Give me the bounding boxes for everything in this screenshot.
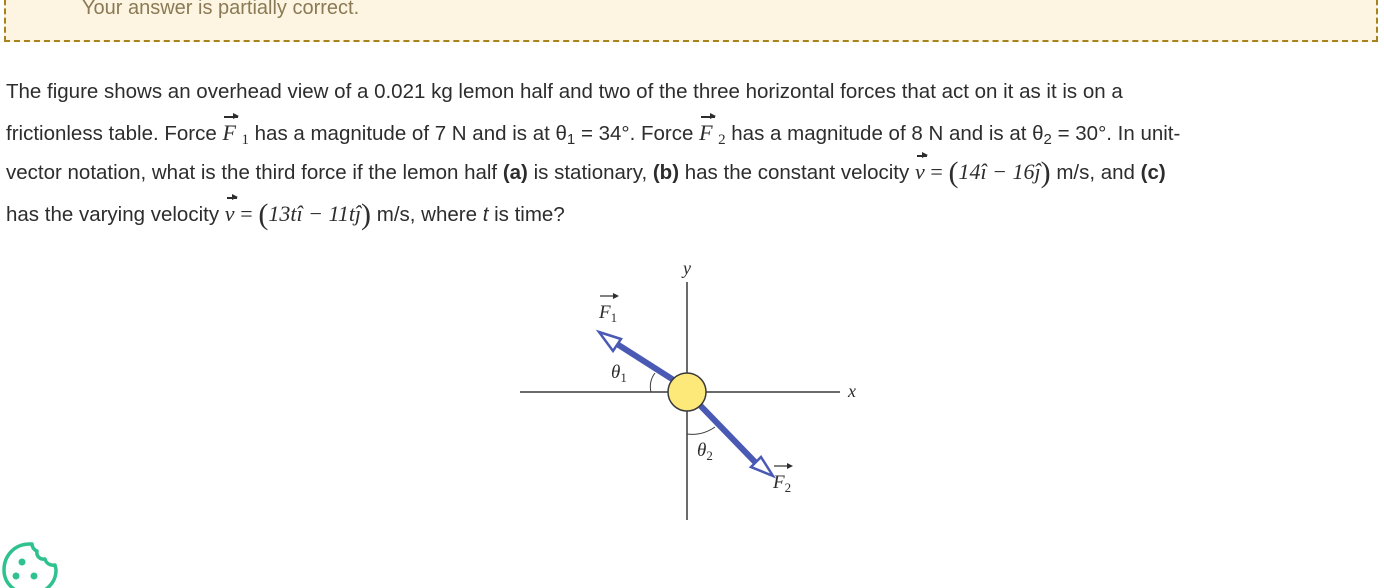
feedback-text: Your answer is partially correct. — [82, 0, 360, 19]
theta-2-label: $\theta_2$ — [697, 440, 713, 463]
velocity-symbol-2: v — [224, 201, 235, 226]
force-2-label: $F_2$ — [773, 472, 792, 495]
theta-1-label: $\theta_1$ — [611, 362, 627, 385]
question-line-1: The figure shows an overhead view of a 0.021 kg lemon half and two of the three horizontal forces that act on it as it is on a — [6, 80, 1123, 103]
force-diagram — [515, 252, 875, 527]
theta-2-arc — [687, 427, 715, 434]
force-1-arrowhead — [599, 332, 621, 351]
part-a-label: (a) — [502, 161, 528, 184]
question-line-4: has the varying velocity v = (13tî − 11tĵ) m/s, where t is time? — [6, 198, 565, 231]
force-2-symbol: F $_2$ — [699, 120, 726, 148]
varying-velocity-expr: (13tî − 11tĵ) — [258, 198, 372, 231]
cookie-icon[interactable] — [0, 538, 62, 588]
y-axis-label: y — [683, 258, 691, 278]
constant-velocity-expr: (14î − 16ĵ) — [948, 156, 1051, 189]
force-1-vector-tip — [613, 293, 619, 299]
question-line-3: vector notation, what is the third force if the lemon half (a) is stationary, (b) has the constant velocity v = (14î − 16ĵ) m/s, and (c) — [6, 156, 1166, 189]
force-2-vector-tip — [787, 463, 793, 469]
theta-1-arc — [650, 373, 655, 392]
question-line-2: frictionless table. Force F $_1$ has a magnitude of 7 N and is at $\theta_1 = 34^\circ$. Force F $_2$ has a magnitude of 8 N and is at $\theta_2 = 30^\circ$. In unit- — [6, 120, 1181, 148]
part-b-label: (b) — [652, 161, 680, 184]
feedback-banner — [4, 0, 1378, 42]
part-c-label: (c) — [1140, 161, 1166, 184]
velocity-symbol: v — [914, 159, 925, 184]
force-1-symbol: F $_1$ — [222, 120, 249, 148]
lemon-half — [668, 373, 706, 411]
force-1-label: $F_1$ — [599, 302, 618, 325]
x-axis-label: x — [848, 381, 856, 401]
